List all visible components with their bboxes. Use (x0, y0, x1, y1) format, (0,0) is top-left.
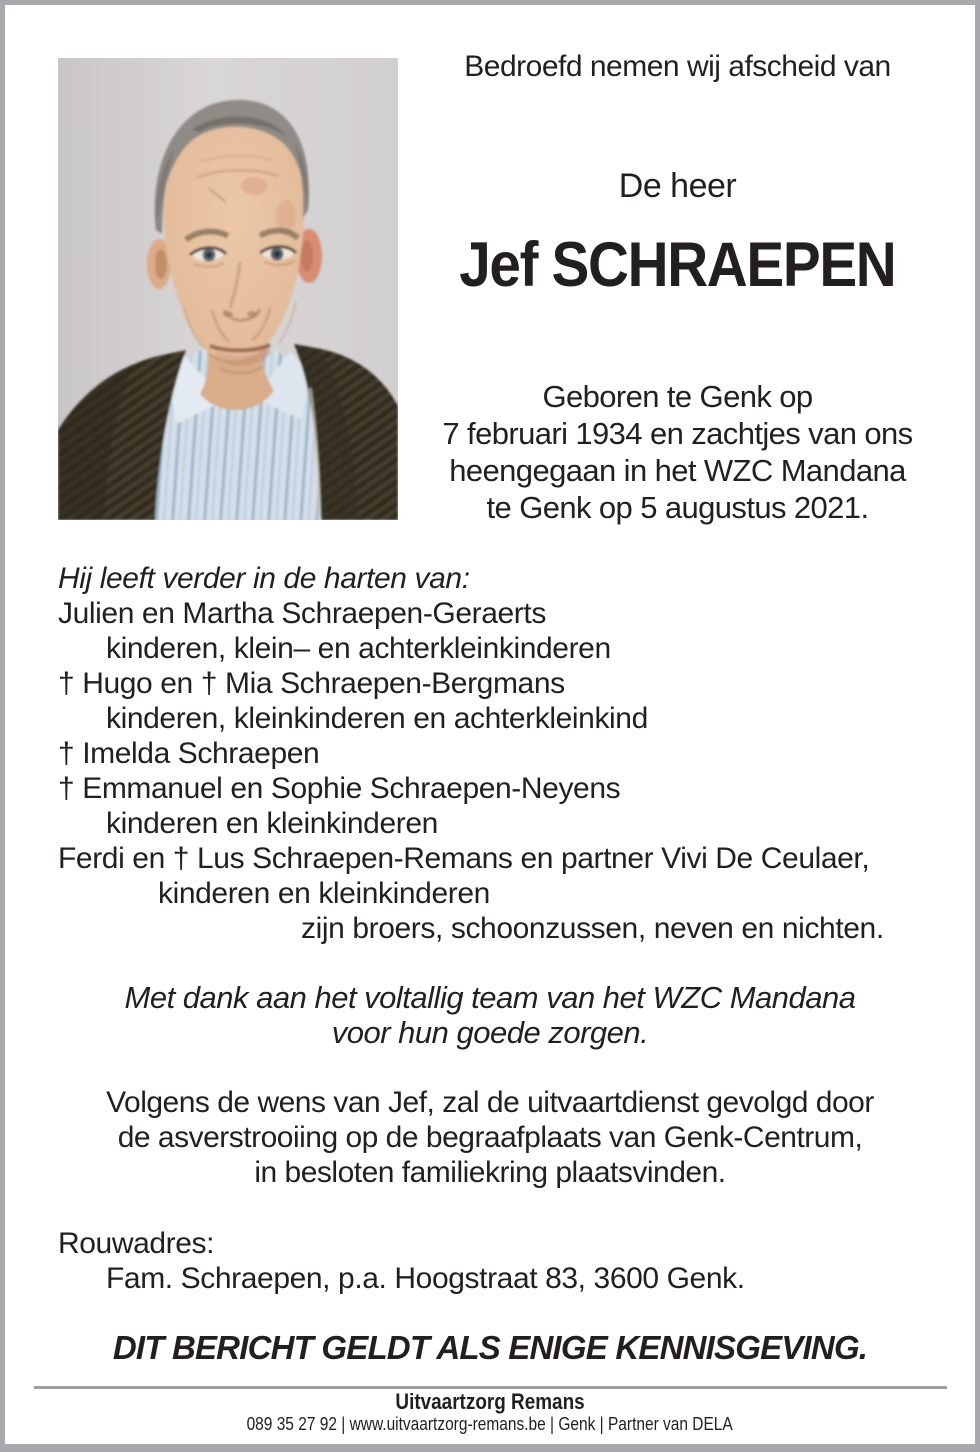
family-list (58, 561, 884, 946)
life-dates-line: Geboren te Genk op (542, 379, 813, 414)
announcement-line: Volgens de wens van Jef, zal de uitvaartdienst gevolgd door (106, 1086, 874, 1119)
sole-notification-notice: DIT BERICHT GELDT ALS ENIGE KENNISGEVING. (112, 1329, 868, 1366)
mourning-address-value: Fam. Schraepen, p.a. Hoogstraat 83, 3600 Genk. (106, 1262, 745, 1295)
deceased-name-text: Jef SCHRAEPEN (459, 230, 896, 300)
life-dates (395, 378, 960, 526)
family-line: kinderen en kleinkinderen (158, 877, 490, 910)
life-dates-line: heengegaan in het WZC Mandana (449, 453, 906, 488)
announcement-line: in besloten familiekring plaatsvinden. (254, 1156, 726, 1189)
portrait-photo (58, 58, 398, 520)
opening-line: Bedroefd nemen wij afscheid van (464, 50, 891, 83)
deceased-name (395, 229, 960, 301)
family-line: † Imelda Schraepen (58, 737, 320, 770)
funeral-home-contact (5, 1414, 975, 1435)
funeral-home-name (5, 1389, 975, 1415)
family-heading: Hij leeft verder in de harten van: (58, 562, 470, 595)
thanks-paragraph (5, 980, 975, 1050)
life-dates-line: 7 februari 1934 en zachtjes van ons (442, 416, 913, 451)
funeral-home-contact-text: 089 35 27 92 | www.uitvaartzorg-remans.be | Genk | Partner van DELA (246, 1414, 734, 1434)
family-line: † Hugo en † Mia Schraepen-Bergmans (58, 667, 565, 700)
mourning-address-label: Rouwadres: (58, 1227, 215, 1260)
funeral-home-name-text: Uitvaartzorg Remans (395, 1389, 585, 1414)
portrait-photo-image (58, 58, 398, 520)
salutation: De heer (618, 167, 737, 205)
announcement-line: de asverstrooiing op de begraafplaats van Genk-Centrum, (117, 1121, 863, 1154)
thanks-line: Met dank aan het voltallig team van het WZC Mandana (124, 980, 856, 1015)
service-announcement (5, 1085, 975, 1190)
family-line: † Emmanuel en Sophie Schraepen-Neyens (58, 772, 621, 805)
family-line: Ferdi en † Lus Schraepen-Remans en partner Vivi De Ceulaer, (58, 842, 870, 875)
family-line: kinderen, kleinkinderen en achterkleinkind (106, 702, 648, 735)
thanks-line: voor hun goede zorgen. (331, 1015, 649, 1050)
life-dates-line: te Genk op 5 augustus 2021. (486, 490, 869, 525)
family-line: zijn broers, schoonzussen, neven en nichten. (301, 912, 884, 945)
family-line: kinderen, klein– en achterkleinkinderen (106, 632, 611, 665)
family-line: Julien en Martha Schraepen-Geraerts (58, 597, 546, 630)
family-line: kinderen en kleinkinderen (106, 807, 438, 840)
